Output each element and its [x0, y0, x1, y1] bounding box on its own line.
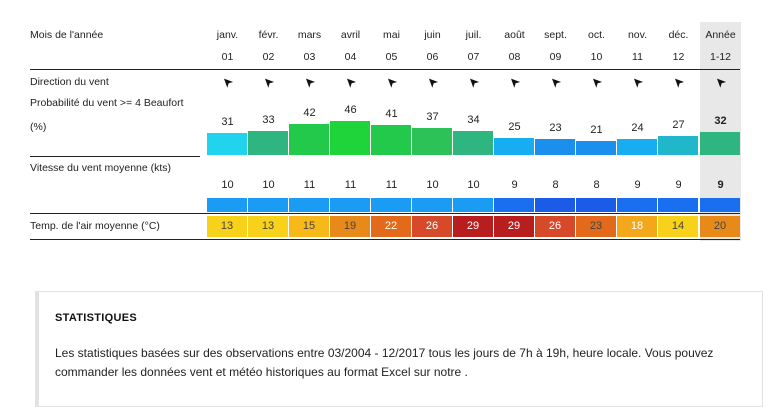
wind-direction-arrow-icon: ➤ — [586, 73, 606, 92]
wind-probability-bar — [494, 138, 534, 155]
wind-speed-value: 11 — [303, 179, 316, 191]
wind-speed-bar — [207, 198, 247, 212]
air-temp-cell: 29 — [453, 216, 493, 237]
month-name: juil. — [465, 29, 482, 41]
wind-direction-arrow-icon: ➤ — [668, 73, 688, 92]
wind-probability-bar — [289, 124, 329, 155]
year-range: 1-12 — [709, 51, 731, 63]
wind-direction-arrow-icon: ➤ — [217, 73, 237, 92]
month-number: 04 — [344, 51, 357, 63]
statistics-title: STATISTIQUES — [55, 312, 138, 324]
month-name: sept. — [544, 29, 567, 41]
wind-direction-arrow-icon: ➤ — [504, 73, 524, 92]
wind-probability-value: 42 — [303, 107, 316, 120]
wind-direction-arrow-icon: ➤ — [381, 73, 401, 92]
month-name: mars — [297, 29, 322, 41]
wind-probability-value: 46 — [344, 104, 357, 116]
wind-speed-value: 9 — [717, 179, 724, 191]
wind-speed-bar — [700, 198, 740, 212]
wind-probability-bar — [248, 131, 288, 155]
wind-speed-bar — [412, 198, 452, 212]
month-row-label: Mois de l'année — [30, 29, 104, 41]
month-number: 07 — [467, 51, 480, 63]
wind-speed-bar — [576, 198, 616, 212]
wind-probability-value: 25 — [508, 120, 521, 133]
statistics-text: Les statistiques basées sur des observations entre 03/2004 - 12/2017 tous les jours de 7h à 19h, heure locale. Vous pouvez commander les données vent et météo historiques au format Excel sur notre . — [55, 346, 714, 379]
wind-speed-bar — [494, 198, 534, 212]
month-name: août — [504, 29, 525, 41]
air-temp-cell: 18 — [617, 216, 657, 237]
wind-probability-bar — [617, 139, 657, 155]
wind-direction-arrow-icon: ➤ — [340, 73, 360, 92]
month-name: oct. — [588, 29, 605, 41]
wind-speed-bar — [617, 198, 657, 212]
month-number: 08 — [508, 51, 521, 63]
wind-probability-value: 34 — [467, 113, 480, 126]
wind-probability-value: 33 — [262, 114, 275, 127]
wind-speed-bar — [330, 198, 370, 212]
wind-speed-value: 10 — [426, 179, 439, 191]
wind-probability-value: 24 — [631, 121, 644, 134]
air-temp-cell: 19 — [330, 216, 370, 237]
statistics-panel — [35, 291, 763, 407]
wind-probability-value: 31 — [221, 116, 234, 128]
wind-direction-arrow-icon: ➤ — [710, 73, 730, 92]
air-temp-cell: 15 — [289, 216, 329, 237]
wind-speed-bar — [371, 198, 411, 212]
wind-speed-value: 11 — [344, 179, 357, 191]
air-temp-cell: 22 — [371, 216, 411, 237]
wind-speed-bar — [453, 198, 493, 212]
wind-probability-bar — [658, 136, 698, 155]
divider-temp — [30, 239, 740, 240]
wind-probability-label-line1: Probabilité du vent >= 4 Beaufort — [30, 97, 184, 109]
month-number: 03 — [303, 51, 316, 63]
month-name: nov. — [627, 29, 648, 41]
air-temp-cell: 13 — [207, 216, 247, 237]
wind-speed-value: 10 — [221, 179, 234, 191]
wind-direction-arrow-icon: ➤ — [627, 73, 647, 92]
wind-probability-bar — [535, 139, 575, 155]
wind-speed-value: 10 — [262, 179, 275, 191]
wind-speed-value: 9 — [634, 179, 641, 191]
month-name: mai — [383, 29, 400, 41]
wind-probability-year-bar — [700, 132, 740, 155]
month-name: déc. — [668, 29, 689, 41]
wind-probability-bar — [371, 125, 411, 155]
air-temp-cell: 14 — [658, 216, 698, 237]
wind-probability-bar — [412, 128, 452, 155]
air-temp-cell: 26 — [412, 216, 452, 237]
wind-direction-arrow-icon: ➤ — [299, 73, 319, 92]
air-temp-label: Temp. de l'air moyenne (°C) — [30, 220, 160, 232]
air-temp-cell: 23 — [576, 216, 616, 237]
wind-direction-label: Direction du vent — [30, 76, 109, 88]
wind-speed-value: 8 — [593, 179, 600, 191]
wind-speed-bar — [535, 198, 575, 212]
wind-direction-arrow-icon: ➤ — [545, 73, 565, 92]
month-number: 11 — [632, 51, 643, 63]
wind-speed-label: Vitesse du vent moyenne (kts) — [30, 162, 172, 174]
wind-speed-value: 11 — [385, 179, 398, 191]
air-temp-cell: 29 — [494, 216, 534, 237]
month-name: avril — [340, 29, 361, 41]
wind-direction-arrow-icon: ➤ — [463, 73, 483, 92]
wind-probability-bar — [453, 131, 493, 155]
wind-speed-value: 9 — [675, 179, 682, 191]
month-name: janv. — [216, 29, 239, 41]
wind-probability-bar — [576, 141, 616, 155]
wind-speed-value: 10 — [467, 179, 480, 191]
wind-speed-value: 8 — [552, 179, 559, 191]
month-number: 05 — [385, 51, 398, 63]
month-name: févr. — [258, 29, 279, 41]
month-number: 06 — [426, 51, 439, 63]
air-temp-cell: 13 — [248, 216, 288, 237]
wind-probability-bar — [207, 133, 247, 155]
month-number: 09 — [549, 51, 562, 63]
divider-speed — [30, 213, 740, 214]
wind-probability-value: 21 — [590, 124, 603, 136]
wind-probability-value: 27 — [672, 119, 685, 132]
year-name: Année — [705, 29, 736, 41]
month-number: 12 — [672, 51, 685, 63]
wind-probability-value: 32 — [714, 115, 727, 128]
wind-speed-bar — [289, 198, 329, 212]
wind-speed-value: 9 — [511, 179, 518, 191]
wind-direction-arrow-icon: ➤ — [258, 73, 278, 92]
wind-probability-value: 41 — [385, 108, 398, 120]
wind-probability-value: 37 — [426, 111, 439, 124]
wind-probability-label-line2: (%) — [30, 121, 47, 133]
wind-probability-value: 23 — [549, 122, 562, 135]
air-temp-year-cell: 20 — [700, 216, 740, 237]
wind-speed-bar — [658, 198, 698, 212]
month-name: juin — [424, 29, 441, 41]
wind-probability-bar — [330, 121, 370, 155]
wind-speed-bar — [248, 198, 288, 212]
wind-direction-arrow-icon: ➤ — [422, 73, 442, 92]
month-number: 10 — [590, 51, 603, 63]
month-number: 02 — [262, 51, 275, 63]
air-temp-cell: 26 — [535, 216, 575, 237]
divider-probability — [30, 156, 200, 157]
month-number: 01 — [221, 51, 234, 63]
